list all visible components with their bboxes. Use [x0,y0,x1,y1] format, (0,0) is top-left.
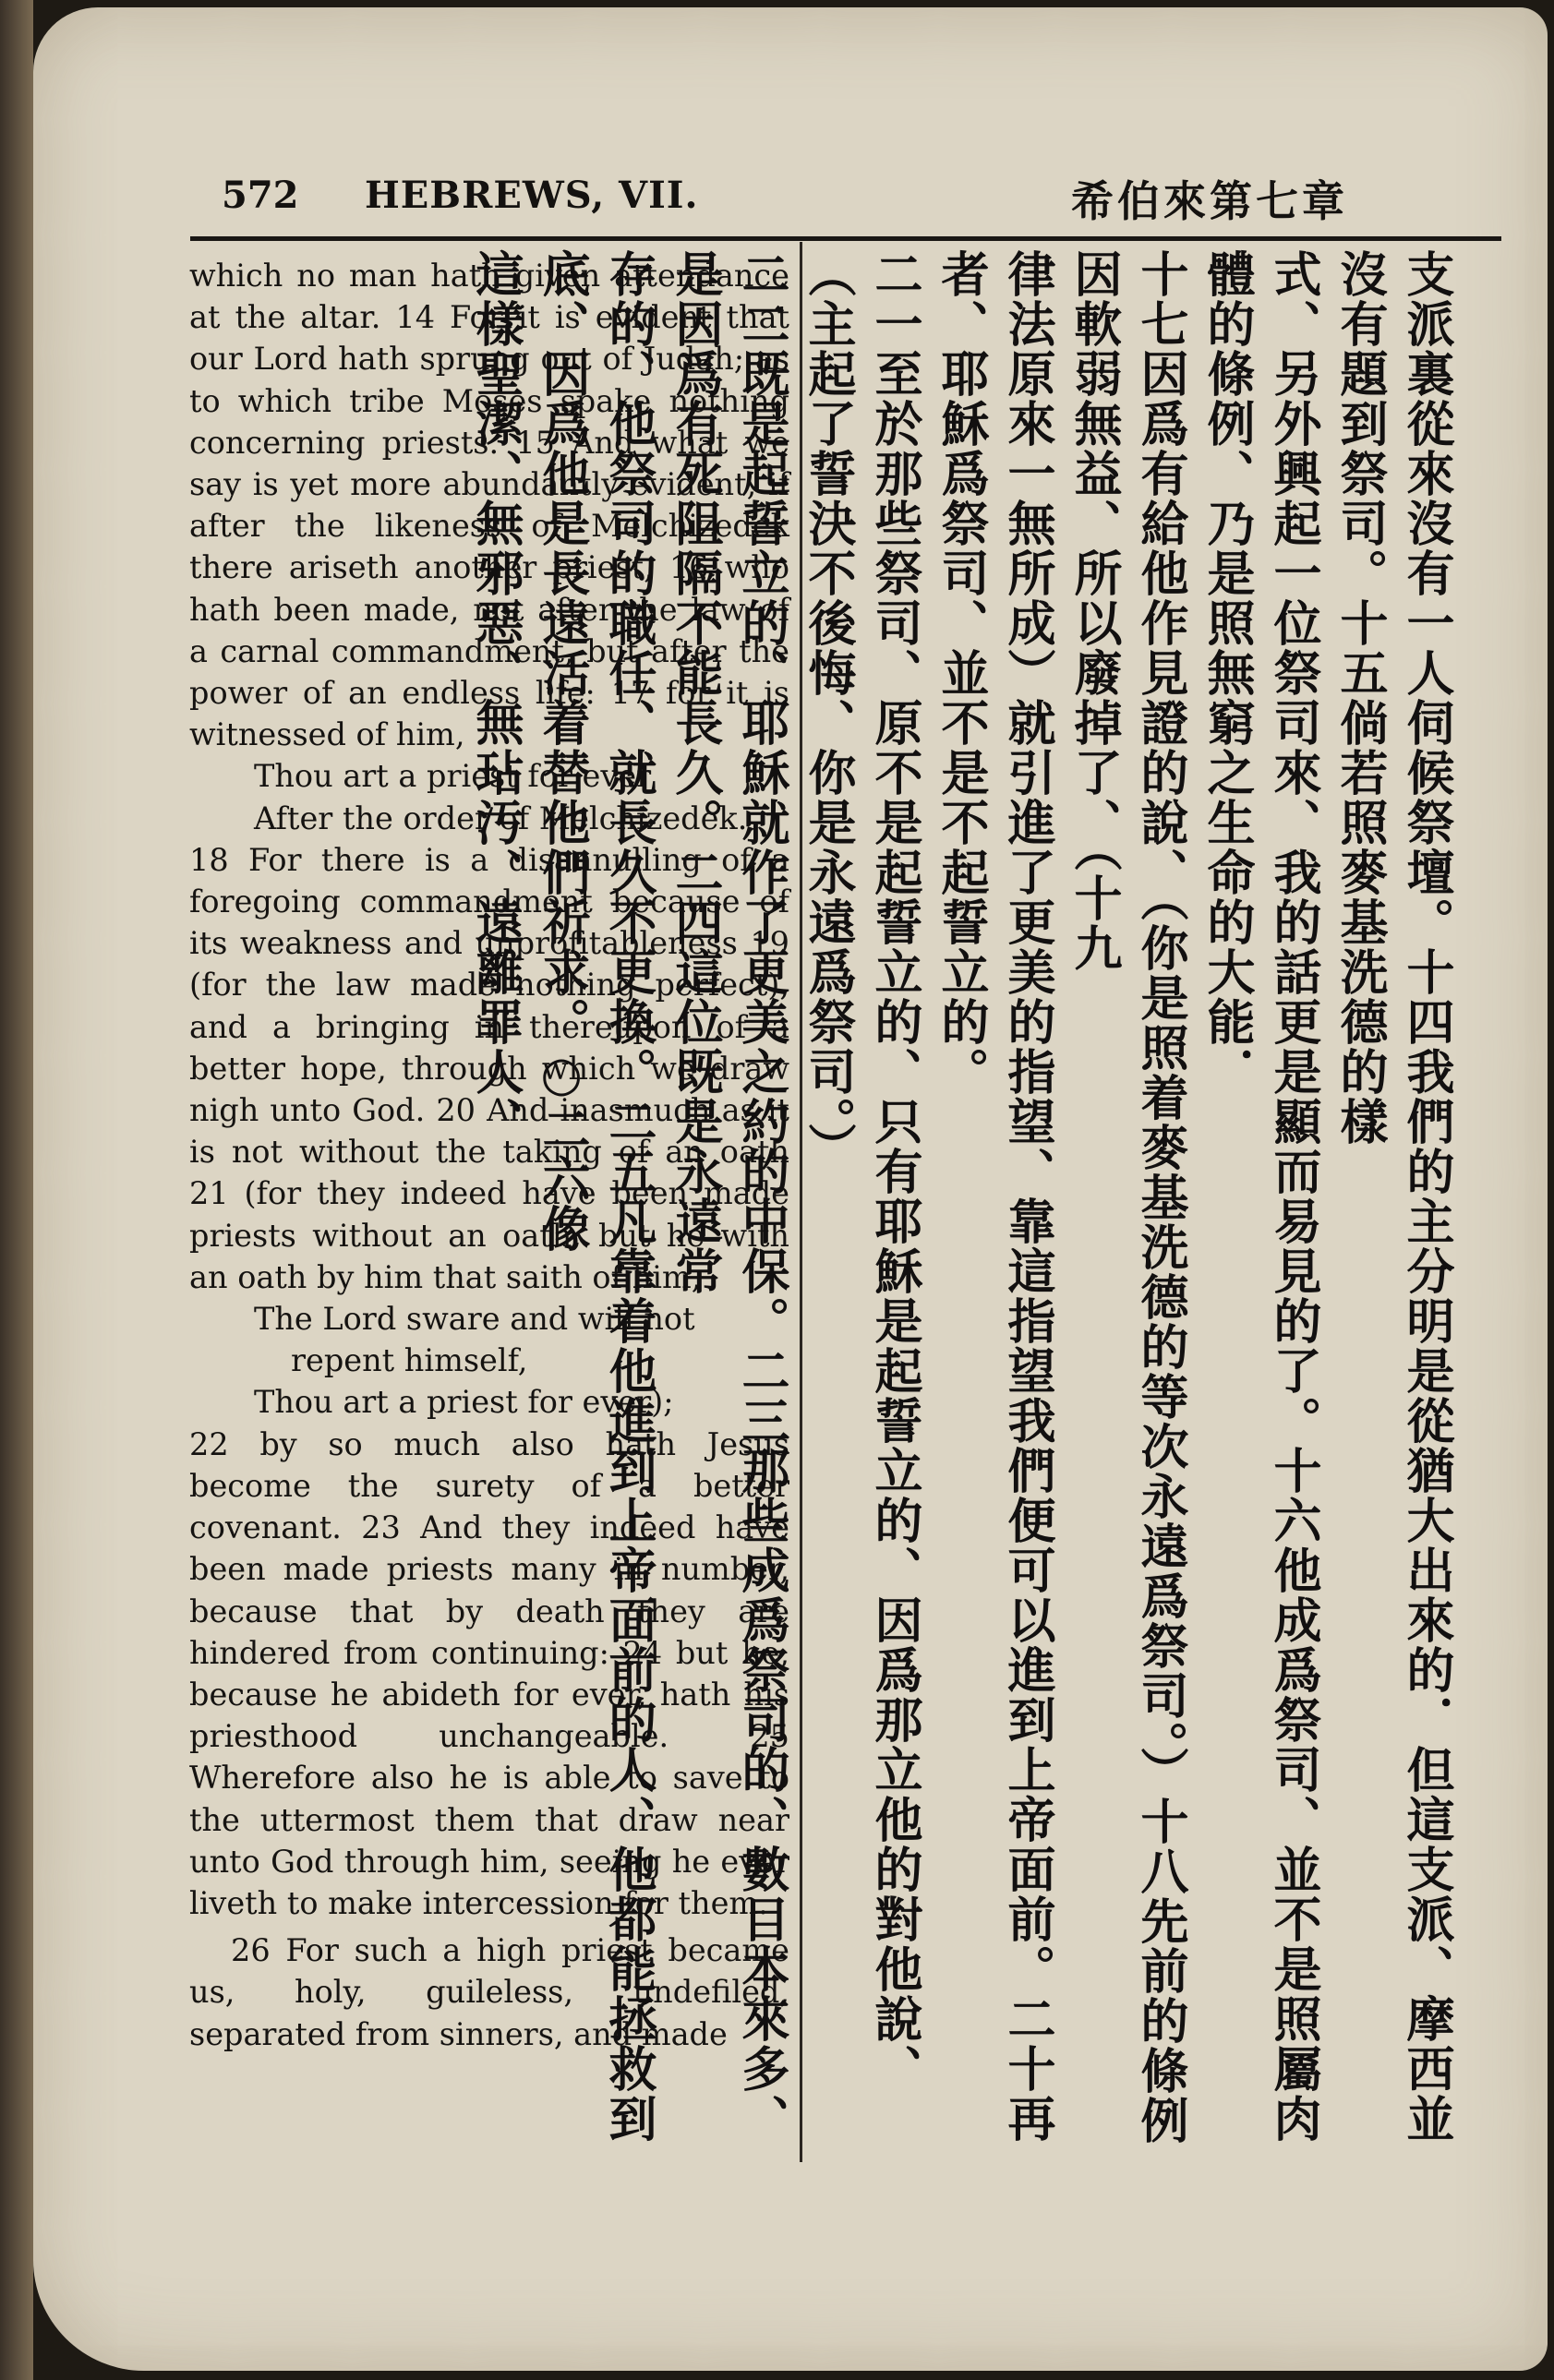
poem-line: Thou art a priest for ever [254,758,652,795]
english-text-block: which no man hath given attendance at the altar. 14 For it is evident that our Lord hath sprung out of Judah; as to which tribe Moses spake nothing concerning priests. 15 And what we say is yet more abundantly evident, if after the likeness of Melchizedek there ariseth another priest, 16 who hath been made, not after the law of a carnal commandment, but after the power of an endless life: 17 for it is witnessed of him, [189,258,789,753]
chinese-line: 支派裏從來沒有一人伺候祭壇。十四我們的主分明是從猶大出來的．但這支派、摩西並沒有題到祭司。十五倘若照麥基洗德的樣 [1331,249,1453,2144]
chinese-line: 這樣聖潔、無邪惡、無玷汚、遠離罪人、 [467,249,523,1147]
running-head: HEBREWS, VII. [365,174,699,217]
chinese-line: 二二既是起誓立的、耶穌就作了更美之約的中保。二三那些成爲祭司的、數目本來多、是因爲有死阻隔不能長久。二四這位既是永遠常 [667,249,789,2144]
page-header [194,166,1348,226]
english-text-block: 22 by so much also hath Jesus become the surety of a better covenant. 23 And they indeed have been made priests many in number, because that by death they are hindered from continuing: 24 but he, because he abideth for ever, hath his priesthood unchangeable. 25 Wherefore also he is able to save to the uttermost them that draw near unto God through him, seeing he ever liveth to make intercession for them. [189,1425,789,1921]
chinese-line: 律法原來一無所成）就引進了更美的指望、靠這指望我們便可以進到上帝面前。二十再者、耶穌爲祭司、並不是不起誓立的。 [933,249,1054,2144]
poem-line: Thou art a priest for ever); [254,1384,674,1421]
chinese-line: 式、另外興起一位祭司來、我的話更是顯而易見的了。十六他成爲祭司、並不是照屬肉體的條例、乃是照無窮之生命的大能． [1199,249,1320,2144]
poem-line: The Lord sware and will not [254,1301,695,1338]
english-paragraph: 26 For such a high priest became us, holy, guileless, undefiled, separated from sinners, and made [189,1932,789,2052]
chinese-running-head: 希伯來第七章 [1071,176,1348,226]
chinese-line: 十七因爲有給他作見證的說、（你是照着麥基洗德的等次永遠爲祭司。）十八先前的條例因軟弱無益、所以廢掉了、（十九 [1066,249,1187,2146]
chinese-line: 二一至於那些祭司、原不是起誓立的、只有耶穌是起誓立的、因爲那立他的對他說、（主起了誓決不後悔、你是永遠爲祭司。） [800,249,922,2094]
chinese-line: 存的、他祭司的職任、就長久不更換。二五凡靠着他進到上帝面前的人、他都能拯救到底、因爲他是長遠活着替他們祈求。○二六像 [534,249,656,2144]
english-text-block: 18 For there is a disannulling of a foregoing commandment because of its weakness and unprofitableness 19 (for the law made nothing perfect), and a bringing in thereupon of a better hope, through which we draw nigh unto God. 20 And inasmuch as it is not without the taking of an oath 21 (for they indeed have been made priests without an oath; but he with an oath by him that saith of him, [189,841,789,1295]
header-rule [190,236,1501,241]
page-number: 572 [222,174,299,217]
poem-line: After the order of Melchizedek. [254,799,748,836]
book-edge [0,0,33,2380]
poem-line: repent himself, [291,1342,528,1379]
